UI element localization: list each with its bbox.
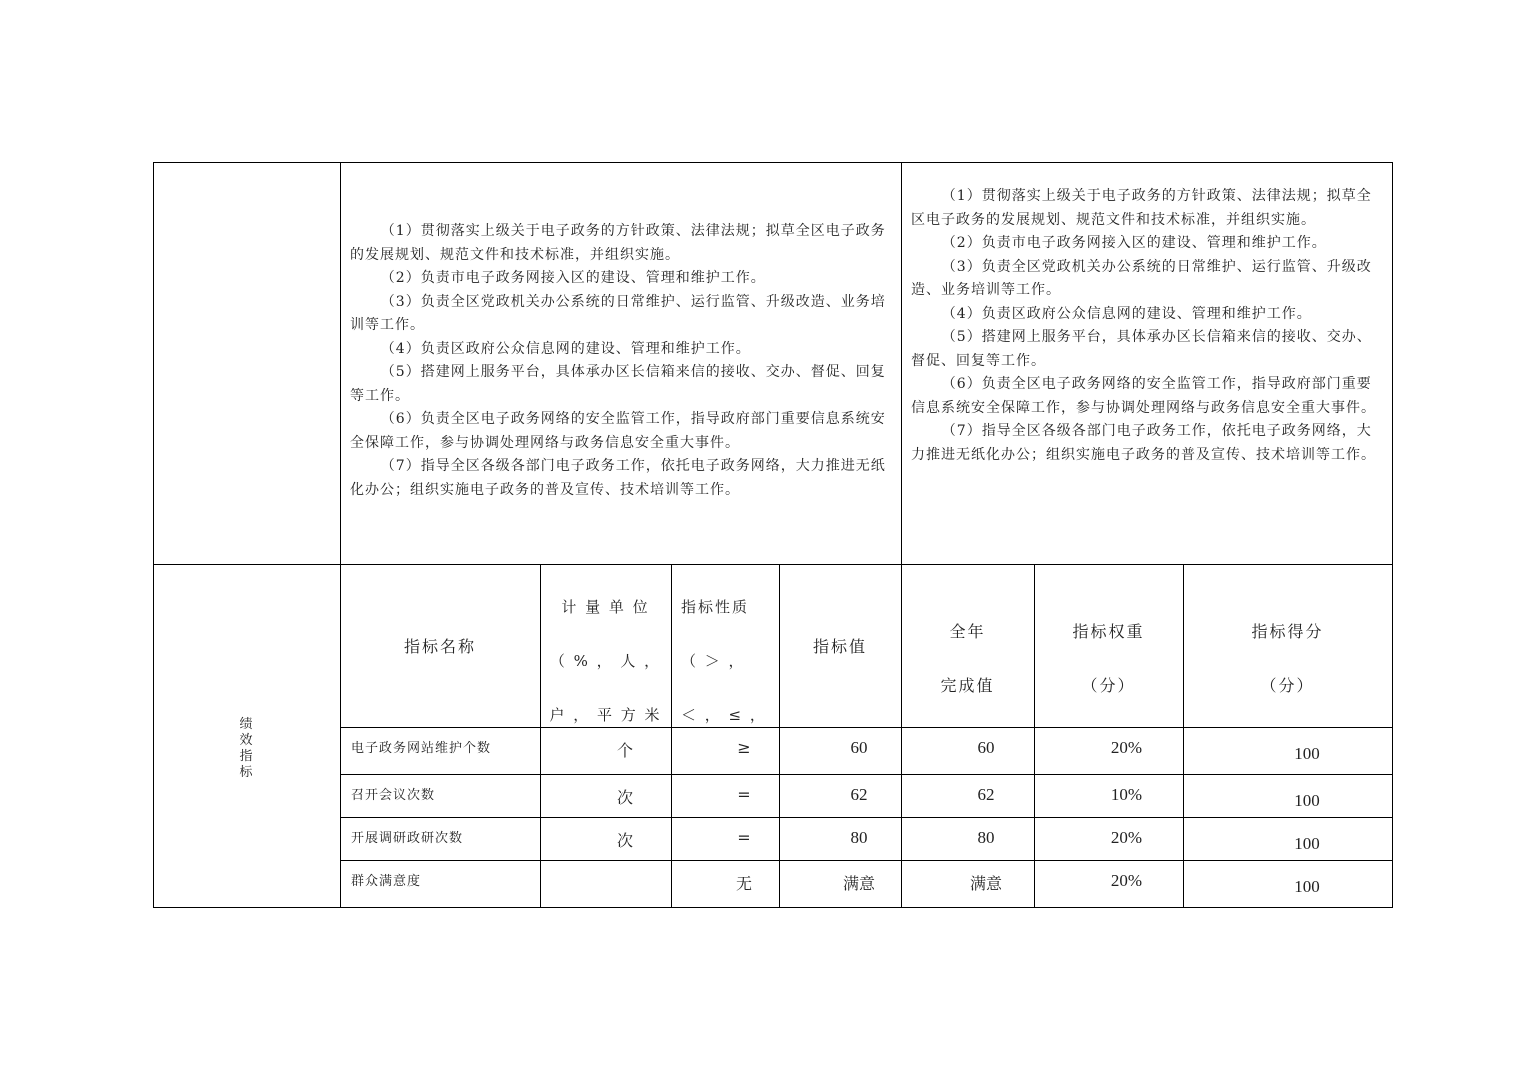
section-label: 绩效指标 bbox=[239, 717, 253, 780]
row-nature: = bbox=[737, 785, 751, 804]
duty-paragraph: （5）搭建网上服务平台，具体承办区长信箱来信的接收、交办、督促、回复等工作。 bbox=[350, 364, 886, 404]
row-nature: ≥ bbox=[737, 738, 751, 757]
header-value: 指标值 bbox=[812, 637, 867, 656]
header-weight-line: （分） bbox=[1081, 676, 1136, 695]
duties-text-left bbox=[350, 220, 895, 502]
row-unit: 个 bbox=[616, 741, 633, 760]
row-score: 100 bbox=[1294, 877, 1320, 896]
header-nature-line: （ ＞ ， bbox=[681, 652, 746, 670]
duty-paragraph: （6）负责全区电子政务网络的安全监管工作，指导政府部门重要信息系统安全保障工作，参与协调处理网络与政务信息安全重大事件。 bbox=[350, 411, 886, 451]
duty-paragraph: （5）搭建网上服务平台，具体承办区长信箱来信的接收、交办、督促、回复等工作。 bbox=[911, 329, 1372, 369]
duty-paragraph: （3）负责全区党政机关办公系统的日常维护、运行监管、升级改造、业务培训等工作。 bbox=[911, 258, 1372, 298]
duties-text-right bbox=[911, 185, 1386, 467]
header-unit-line: （ % ， 人 ， bbox=[549, 652, 662, 670]
row-name: 召开会议次数 bbox=[351, 788, 436, 803]
header-name: 指标名称 bbox=[403, 637, 476, 656]
row-score: 100 bbox=[1294, 834, 1320, 853]
row-score: 100 bbox=[1294, 744, 1320, 763]
table-border-left bbox=[153, 162, 154, 908]
row-actual: 62 bbox=[977, 785, 995, 804]
row-divider-3 bbox=[340, 860, 1393, 861]
header-unit-line: 计 量 单 位 bbox=[561, 598, 650, 616]
duty-paragraph: （6）负责全区电子政务网络的安全监管工作，指导政府部门重要信息系统安全保障工作，参与协调处理网络与政务信息安全重大事件。 bbox=[911, 376, 1376, 416]
row-value: 满意 bbox=[842, 874, 875, 893]
row-divider-1 bbox=[340, 774, 1393, 775]
header-weight bbox=[1034, 605, 1183, 713]
row-nature: = bbox=[737, 828, 751, 847]
header-nature-line: 指标性质 bbox=[681, 598, 750, 616]
duty-paragraph: （3）负责全区党政机关办公系统的日常维护、运行监管、升级改造、业务培训等工作。 bbox=[350, 293, 886, 333]
header-actual-line: 全年 bbox=[949, 622, 986, 641]
duty-paragraph: （1）贯彻落实上级关于电子政务的方针政策、法律法规；拟草全区电子政务的发展规划、规范文件和技术标准，并组织实施。 bbox=[911, 188, 1372, 228]
duty-paragraph: （7）指导全区各级各部门电子政务工作，依托电子政务网络，大力推进无纸化办公；组织实施电子政务的普及宣传、技术培训等工作。 bbox=[911, 423, 1376, 463]
row-name: 开展调研政研次数 bbox=[351, 831, 464, 846]
performance-table bbox=[153, 162, 1393, 908]
row-actual: 满意 bbox=[969, 874, 1002, 893]
row-unit: 次 bbox=[616, 831, 633, 850]
row-weight: 20% bbox=[1110, 738, 1143, 757]
duty-paragraph: （2）负责市电子政务网接入区的建设、管理和维护工作。 bbox=[941, 235, 1327, 251]
row-unit: 次 bbox=[616, 788, 633, 807]
row-actual: 60 bbox=[977, 738, 995, 757]
col-divider-1 bbox=[340, 162, 341, 908]
table-border-top bbox=[153, 162, 1393, 163]
duty-paragraph: （1）贯彻落实上级关于电子政务的方针政策、法律法规；拟草全区电子政务的发展规划、规范文件和技术标准，并组织实施。 bbox=[350, 223, 886, 263]
row-value: 80 bbox=[850, 828, 868, 847]
row-value: 60 bbox=[850, 738, 868, 757]
header-nature-line: ＜ ， ≤ ， bbox=[681, 706, 767, 724]
header-score-line: 指标得分 bbox=[1251, 622, 1324, 641]
row-value: 62 bbox=[850, 785, 868, 804]
header-unit bbox=[540, 580, 671, 742]
header-unit-line: 户 ， 平 方 米 bbox=[549, 706, 662, 724]
row-name: 电子政务网站维护个数 bbox=[351, 741, 492, 756]
duty-paragraph: （4）负责区政府公众信息网的建设、管理和维护工作。 bbox=[941, 305, 1312, 322]
row-weight: 20% bbox=[1110, 828, 1143, 847]
row-divider-2 bbox=[340, 817, 1393, 818]
header-actual-line: 完成值 bbox=[940, 676, 995, 695]
section-divider bbox=[153, 564, 1393, 565]
duty-paragraph: （4）负责区政府公众信息网的建设、管理和维护工作。 bbox=[380, 340, 751, 357]
header-weight-line: 指标权重 bbox=[1072, 622, 1145, 641]
row-name: 群众满意度 bbox=[351, 874, 422, 889]
header-score bbox=[1183, 605, 1392, 713]
header-score-line: （分） bbox=[1260, 676, 1315, 695]
duty-paragraph: （7）指导全区各级各部门电子政务工作，依托电子政务网络，大力推进无纸化办公；组织实施电子政务的普及宣传、技术培训等工作。 bbox=[350, 458, 886, 498]
header-nature bbox=[671, 580, 779, 742]
duty-paragraph: （2）负责市电子政务网接入区的建设、管理和维护工作。 bbox=[380, 270, 766, 286]
table-border-bottom bbox=[153, 907, 1393, 908]
row-actual: 80 bbox=[977, 828, 995, 847]
header-actual bbox=[901, 605, 1034, 713]
row-score: 100 bbox=[1294, 791, 1320, 810]
row-divider-header bbox=[340, 727, 1393, 728]
row-weight: 10% bbox=[1110, 785, 1143, 804]
col-divider-value bbox=[779, 564, 780, 908]
row-nature: 无 bbox=[735, 874, 752, 893]
row-weight: 20% bbox=[1110, 871, 1143, 890]
